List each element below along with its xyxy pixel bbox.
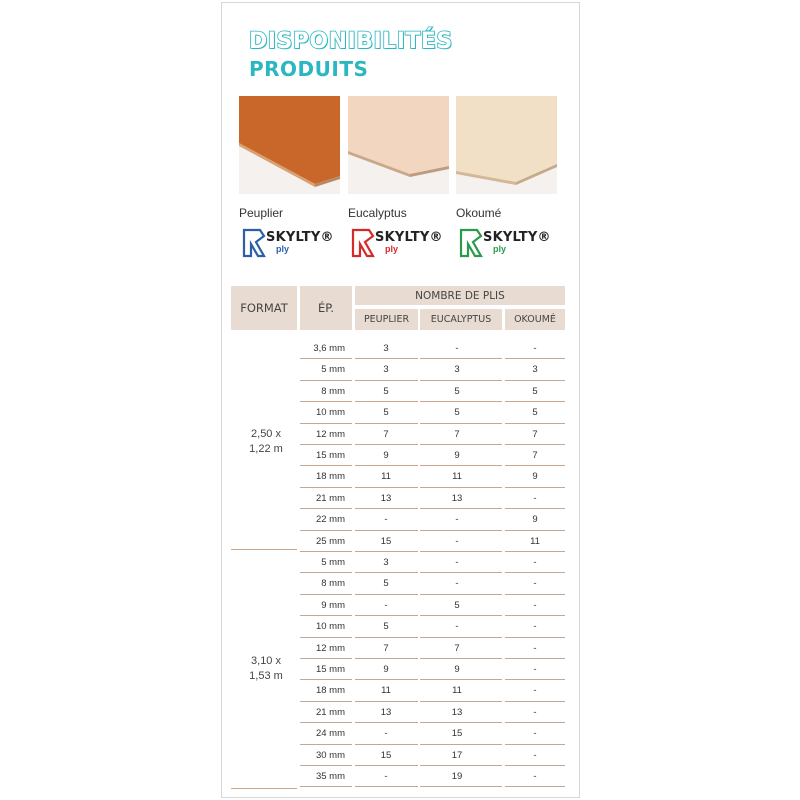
thickness-cell: 10 mm xyxy=(315,621,345,633)
plis-peuplier-cell: 7 xyxy=(383,642,389,654)
plis-peuplier-cell: 3 xyxy=(383,557,389,568)
plis-eucalyptus-cell: 13 xyxy=(451,706,463,718)
skylty-emblem-icon xyxy=(459,228,483,260)
table-row xyxy=(300,595,565,616)
plis-okoume-cell: - xyxy=(533,578,537,590)
thickness-cell: 15 mm xyxy=(315,664,345,675)
thickness-cell: 5 mm xyxy=(321,557,345,568)
plis-eucalyptus-cell: 3 xyxy=(454,364,460,376)
thickness-cell: 12 mm xyxy=(315,428,345,440)
plis-okoume-cell: 3 xyxy=(532,364,538,376)
plis-eucalyptus-cell: 11 xyxy=(452,685,462,697)
plis-okoume-cell: - xyxy=(533,343,537,354)
eucalyptus-label: Eucalyptus xyxy=(348,206,407,220)
plis-eucalyptus-cell: 7 xyxy=(454,428,460,440)
plis-eucalyptus-cell: 9 xyxy=(454,664,460,675)
thickness-cell: 18 mm xyxy=(315,685,345,697)
row-divider xyxy=(420,786,502,787)
thickness-cell: 9 mm xyxy=(321,599,345,611)
plis-okoume-cell: 5 xyxy=(532,385,538,397)
plis-eucalyptus-cell: 15 xyxy=(451,728,463,740)
table-row xyxy=(300,680,565,701)
plis-peuplier-cell: 13 xyxy=(380,492,392,504)
plis-eucalyptus-cell: 13 xyxy=(451,492,463,504)
title-line-1: DISPONIBILITÉS xyxy=(249,29,453,54)
format-line-2: 1,22 m xyxy=(249,443,283,455)
logo-subtext: ply xyxy=(493,244,507,254)
plis-peuplier-cell: - xyxy=(384,599,388,611)
plis-eucalyptus-cell: 19 xyxy=(451,771,463,782)
plis-peuplier-cell: 15 xyxy=(380,535,392,547)
table-row xyxy=(300,766,565,787)
table-row xyxy=(300,745,565,766)
plis-eucalyptus-cell: - xyxy=(455,535,459,547)
plis-peuplier-cell: 11 xyxy=(381,685,391,697)
thickness-cell: 10 mm xyxy=(315,407,345,419)
header-epaisseur: ÉP. xyxy=(300,286,352,330)
plis-eucalyptus-cell: - xyxy=(455,557,459,568)
table-row xyxy=(300,702,565,723)
group-separator xyxy=(231,788,297,789)
eucalyptus-swatch-image xyxy=(348,96,449,194)
plis-eucalyptus-cell: 5 xyxy=(454,385,460,397)
plis-okoume-cell: - xyxy=(533,492,537,504)
plis-okoume-cell: - xyxy=(533,685,537,697)
table-row xyxy=(300,552,565,573)
header-col-peuplier: PEUPLIER xyxy=(355,309,418,330)
plis-okoume-cell: - xyxy=(533,621,537,633)
thickness-cell: 15 mm xyxy=(315,450,345,461)
table-row xyxy=(300,402,565,423)
plis-okoume-cell: 7 xyxy=(532,450,538,461)
table-row xyxy=(300,359,565,380)
thickness-cell: 30 mm xyxy=(315,749,345,761)
header-col-okoume: OKOUMÉ xyxy=(505,309,565,330)
plis-okoume-cell: - xyxy=(533,664,537,675)
logo-wordmark: SKYLTY® xyxy=(375,230,443,245)
table-row xyxy=(300,573,565,594)
plis-peuplier-cell: - xyxy=(384,728,388,740)
okoume-swatch-image xyxy=(456,96,557,194)
skylty-emblem-icon xyxy=(351,228,375,260)
table-row xyxy=(300,445,565,466)
plis-peuplier-cell: 13 xyxy=(380,706,392,718)
plis-okoume-cell: 5 xyxy=(532,407,538,419)
plis-eucalyptus-cell: - xyxy=(455,578,459,590)
plis-peuplier-cell: - xyxy=(384,771,388,782)
table-row xyxy=(300,466,565,487)
thickness-cell: 8 mm xyxy=(321,385,345,397)
skylty-emblem-icon xyxy=(242,228,266,260)
row-divider xyxy=(505,786,565,787)
table-row xyxy=(300,723,565,744)
format-group-1-label xyxy=(236,427,296,457)
row-divider xyxy=(355,786,418,787)
title-line-2: PRODUITS xyxy=(249,57,369,81)
header-col-eucalyptus: EUCALYPTUS xyxy=(420,309,502,330)
thickness-cell: 8 mm xyxy=(321,578,345,590)
row-divider xyxy=(300,786,352,787)
plis-okoume-cell: 7 xyxy=(532,428,538,440)
format-line-1: 3,10 x xyxy=(251,655,281,667)
thickness-cell: 35 mm xyxy=(315,771,345,782)
thickness-cell: 3,6 mm xyxy=(313,343,345,354)
logo-subtext: ply xyxy=(385,244,399,254)
thickness-cell: 21 mm xyxy=(315,706,345,718)
plis-peuplier-cell: 5 xyxy=(383,621,389,633)
plis-eucalyptus-cell: 7 xyxy=(454,642,460,654)
table-row xyxy=(300,638,565,659)
okoume-label: Okoumé xyxy=(456,206,502,220)
peuplier-label: Peuplier xyxy=(239,206,284,220)
plis-okoume-cell: 11 xyxy=(530,535,540,547)
table-row xyxy=(300,338,565,359)
plis-eucalyptus-cell: 17 xyxy=(451,749,463,761)
plis-eucalyptus-cell: - xyxy=(455,343,459,354)
plis-peuplier-cell: 9 xyxy=(383,664,389,675)
plis-okoume-cell: - xyxy=(533,749,537,761)
logo-subtext: ply xyxy=(276,244,290,254)
table-row xyxy=(300,488,565,509)
table-row xyxy=(300,616,565,637)
plis-peuplier-cell: 3 xyxy=(383,364,389,376)
plis-eucalyptus-cell: 9 xyxy=(454,450,460,461)
plis-eucalyptus-cell: - xyxy=(455,621,459,633)
format-line-1: 2,50 x xyxy=(251,428,281,440)
plis-peuplier-cell: 15 xyxy=(380,749,392,761)
header-format: FORMAT xyxy=(231,286,297,330)
logo-wordmark: SKYLTY® xyxy=(266,230,334,245)
peuplier-swatch-image xyxy=(239,96,340,194)
group-separator xyxy=(231,549,297,550)
plis-okoume-cell: 9 xyxy=(532,471,538,483)
logo-wordmark: SKYLTY® xyxy=(483,230,551,245)
skylty-logo-peuplier xyxy=(242,228,342,264)
skylty-logo-okoume xyxy=(459,228,559,264)
plis-eucalyptus-cell: - xyxy=(455,514,459,526)
plis-eucalyptus-cell: 5 xyxy=(454,407,460,419)
plis-okoume-cell: - xyxy=(533,728,537,740)
plis-eucalyptus-cell: 5 xyxy=(454,599,460,611)
plis-okoume-cell: 9 xyxy=(532,514,538,526)
thickness-cell: 25 mm xyxy=(315,535,345,547)
plis-okoume-cell: - xyxy=(533,771,537,782)
thickness-cell: 18 mm xyxy=(315,471,345,483)
plis-okoume-cell: - xyxy=(533,706,537,718)
table-row xyxy=(300,531,565,552)
availability-card xyxy=(221,2,580,798)
plis-peuplier-cell: 5 xyxy=(383,407,389,419)
plis-peuplier-cell: - xyxy=(384,514,388,526)
plis-peuplier-cell: 3 xyxy=(383,343,389,354)
plis-peuplier-cell: 9 xyxy=(383,450,389,461)
table-row xyxy=(300,509,565,530)
format-line-2: 1,53 m xyxy=(249,670,283,682)
thickness-cell: 21 mm xyxy=(315,492,345,504)
skylty-logo-eucalyptus xyxy=(351,228,451,264)
plis-eucalyptus-cell: 11 xyxy=(452,471,462,483)
plis-okoume-cell: - xyxy=(533,557,537,568)
thickness-cell: 5 mm xyxy=(321,364,345,376)
plis-okoume-cell: - xyxy=(533,642,537,654)
format-group-2-label xyxy=(236,654,296,684)
plis-peuplier-cell: 5 xyxy=(383,578,389,590)
table-row xyxy=(300,659,565,680)
table-row xyxy=(300,381,565,402)
thickness-cell: 24 mm xyxy=(315,728,345,740)
table-row xyxy=(300,424,565,445)
thickness-cell: 12 mm xyxy=(315,642,345,654)
plis-peuplier-cell: 5 xyxy=(383,385,389,397)
plis-peuplier-cell: 11 xyxy=(381,471,391,483)
plis-okoume-cell: - xyxy=(533,599,537,611)
plis-peuplier-cell: 7 xyxy=(383,428,389,440)
header-nombre-de-plis: NOMBRE DE PLIS xyxy=(355,286,565,305)
thickness-cell: 22 mm xyxy=(315,514,345,526)
